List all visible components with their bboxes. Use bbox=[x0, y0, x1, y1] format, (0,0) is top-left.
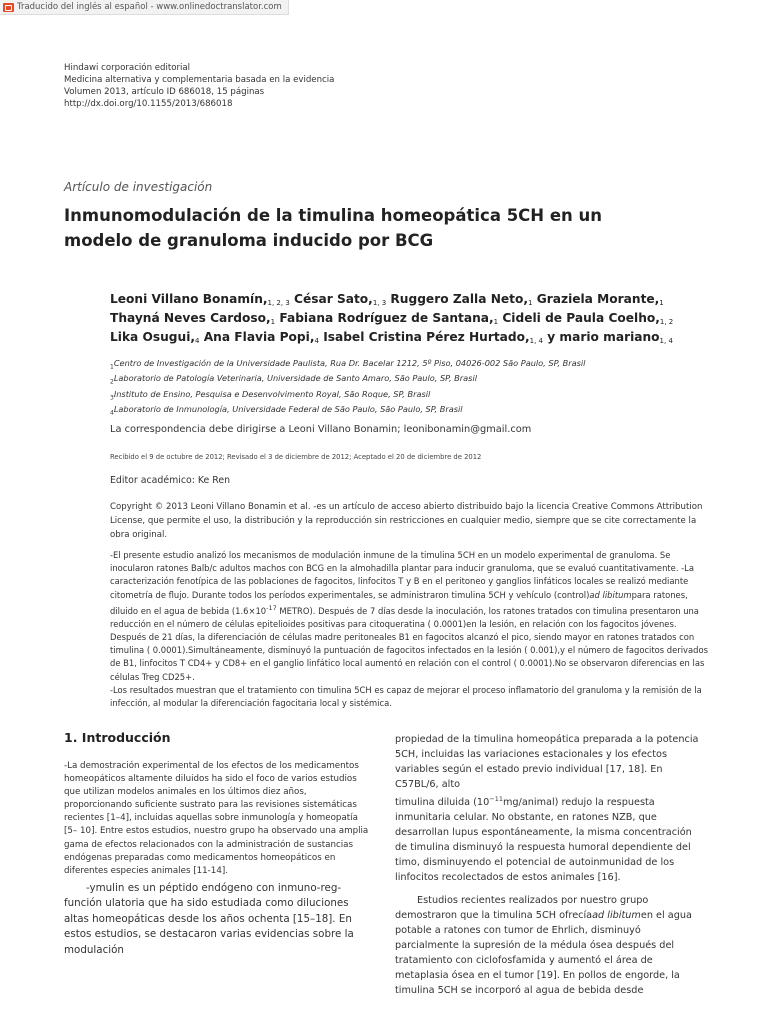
abstract-conclusion: -Los resultados muestran que el tratamiento con timulina 5CH es capaz de mejorar el proceso inflamatorio del granuloma y la remisión de la infección, al modular la diferenciación fagocitaria local y sistémica. bbox=[110, 684, 702, 709]
body-paragraph: timulina diluida $(10^{-11}mg/animal)$ redujo la respuesta inmunitaria celular. No obstante, en ratones NZB, que desarrollan lupus espontáneamente, la misma concentración de timulina disminuyó la respuesta humoral dependiente del timo, disminuyendo el potencial de autoinmunidad de los linfocitos recolectados de estos animales [16]. bbox=[395, 795, 692, 884]
body-paragraph: Estudios recientes realizados por nuestro grupo demostraron que la timulina 5CH ofrecíaad libitumen el agua potable a ratones con tumor de Ehrlich, disminuyó parcialmente la supresión de la médula ósea después del tratamiento con ciclofosfamida y aumentó el área de metaplasia ósea en el tumor [19]. En pollos de engorde, la timulina 5CH se incorporó al agua de bebida desde bbox=[395, 895, 692, 997]
author-name[interactable]: César Sato, bbox=[294, 292, 373, 306]
author-name[interactable]: Fabiana Rodríguez de Santana, bbox=[279, 311, 494, 325]
author-affil: 1, 3 bbox=[372, 299, 387, 307]
body-column-left bbox=[64, 760, 370, 958]
doi-link[interactable]: http://dx.doi.org/10.1155/2013/686018 bbox=[64, 99, 233, 109]
author-affil: 1 bbox=[270, 318, 276, 326]
affiliation-item: $_2$Laboratorio de Patología Veterinaria, Universidade de Santo Amaro, São Paulo, SP, Brasil bbox=[110, 373, 477, 387]
title-line-1: Inmunomodulación de la timulina homeopática 5CH en un bbox=[64, 206, 603, 225]
body-paragraph: propiedad de la timulina homeopática preparada a la potencia 5CH, incluidas las variaciones estacionales y los efectos variables según el estado previo individual [17, 18]. En C57BL/6, alto bbox=[395, 734, 699, 790]
publication-info bbox=[64, 62, 334, 110]
correspondence: La correspondencia debe dirigirse a Leoni Villano Bonamin; leonibonamin@gmail.com bbox=[110, 424, 532, 435]
article-type-label: Artículo de investigación bbox=[64, 180, 213, 194]
copyright-notice: Copyright © 2013 Leoni Villano Bonamin et al. -es un artículo de acceso abierto distribuido bajo la licencia Creative Commons Attribution License, que permite el uso, la distribución y la reproducción sin restricciones en cualquier medio, siempre que se cite correctamente la obra original. bbox=[110, 502, 703, 540]
abstract bbox=[110, 549, 710, 710]
author-affil: 4 bbox=[195, 337, 200, 345]
author-name[interactable]: Thayná Neves Cardoso, bbox=[110, 311, 271, 325]
author-name[interactable]: y mario mariano bbox=[547, 330, 660, 344]
section-heading: 1. Introducción bbox=[64, 730, 171, 745]
translate-icon bbox=[3, 3, 14, 12]
body-paragraph: -ymulin es un péptido endógeno con inmuno-reg- función ulatoria que ha sido estudiada como diluciones altas homeopáticas desde los años ochenta [15–18]. En estos estudios, se destacaron varias evidencias sobre la modulación bbox=[64, 881, 354, 956]
volume-info: Volumen 2013, artículo ID 686018, 15 páginas bbox=[64, 87, 265, 97]
affiliations bbox=[110, 358, 585, 420]
affiliation-item: $_3$Instituto de Ensino, Pesquisa e Desenvolvimento Royal, São Roque, SP, Brasil bbox=[110, 388, 431, 402]
author-name[interactable]: Ruggero Zalla Neto, bbox=[390, 292, 529, 306]
author-affil: 1 bbox=[493, 318, 499, 326]
author-affil: 1 bbox=[528, 299, 533, 307]
title-line-2: modelo de granuloma inducido por BCG bbox=[64, 231, 434, 250]
translator-banner[interactable] bbox=[0, 0, 289, 15]
author-name[interactable]: Ana Flavia Popi, bbox=[203, 330, 315, 344]
author-affil: 1 bbox=[659, 299, 664, 307]
academic-editor: Editor académico: Ke Ren bbox=[110, 475, 231, 486]
author-name[interactable]: Cideli de Paula Coelho, bbox=[502, 311, 660, 325]
article-title bbox=[64, 203, 684, 253]
body-column-right bbox=[395, 732, 703, 998]
banner-text: Traducido del inglés al español - www.onlinedoctranslator.com bbox=[17, 2, 282, 12]
author-line-1 bbox=[110, 291, 710, 310]
author-line-3 bbox=[110, 329, 710, 348]
author-affil: 4 bbox=[314, 337, 319, 345]
author-name[interactable]: Isabel Cristina Pérez Hurtado, bbox=[323, 330, 530, 344]
journal-name: Medicina alternativa y complementaria basada en la evidencia bbox=[64, 75, 335, 85]
author-affil: 1, 2 bbox=[659, 318, 674, 326]
author-line-2 bbox=[110, 310, 710, 329]
author-list bbox=[110, 291, 710, 348]
body-paragraph: -La demostración experimental de los efectos de los medicamentos homeopáticos altamente diluidos ha sido el foco de varios estudios que utilizan modelos animales en los últimos diez años, proporcionando suficiente sustrato para las revisiones sistemáticas recientes [1–4], incluidas aquellas sobre inmunología y homeopatía [5– 10]. Entre estos estudios, nuestro grupo ha observado una amplia gama de efectos relacionados con la administración de sustancias endógenas preparadas como medicamentos homeopáticos en diferentes especies animales [11-14]. bbox=[64, 761, 369, 876]
affiliation-item: $_4$Laboratorio de Inmunología, Universidade Federal de São Paulo, São Paulo, SP, Brasil bbox=[110, 404, 463, 417]
author-name[interactable]: Graziela Morante, bbox=[536, 292, 660, 306]
author-affil: 1, 4 bbox=[659, 337, 673, 345]
abstract-paragraph: -El presente estudio analizó los mecanismos de modulación inmune de la timulina 5CH en un modelo experimental de granuloma. Se inocularon ratones Balb/c adultos machos con BCG en la almohadilla plantar para inducir granuloma, que se evaluó cuantitativamente. -La caracterización fenotípica de las poblaciones de fagocitos, linfocitos T y B en el peritoneo y ganglios linfáticos locales se realizó mediante citometría de flujo. Durante todos los períodos experimentales, se administraron timulina 5CH y vehículo (control)ad libitumpara ratones, diluido en el agua de bebida ($1.6\times 10^{-17}$ METRO). Después de 7 días desde la inoculación, los ratones tratados con timulina presentaron una reducción en el número de células epitelioides positivas para citoqueratina ( 0.0001)en la lesión, en relación con los fagocitos jóvenes. Después de 21 días, la diferenciación de células madre peritoneales B1 en fagocitos alcanzó el pico, siendo mayor en ratones tratados con timulina ( 0.0001).Simultáneamente, disminuyó la puntuación de fagocitos infectados en la lesión ( 0.001),y el número de fagocitos derivados de B1, linfocitos T CD4+ y CD8+ en el ganglio linfático local aumentó en relación con el control ( 0.0001).No se observaron diferencias en las células Treg CD25+. bbox=[110, 550, 708, 682]
author-name[interactable]: Lika Osugui, bbox=[110, 330, 196, 344]
author-affil: 1, 4 bbox=[529, 337, 543, 345]
affiliation-item: $_1$Centro de Investigación de la Universidade Paulista, Rua Dr. Bacelar 1212, 5º Piso, 04026-002 São Paulo, SP, Brasil bbox=[110, 358, 586, 371]
author-affil: 1, 2, 3 bbox=[267, 299, 290, 307]
author-name[interactable]: Leoni Villano Bonamín, bbox=[110, 292, 268, 306]
publisher: Hindawi corporación editorial bbox=[64, 63, 191, 73]
article-dates: Recibido el 9 de octubre de 2012; Revisado el 3 de diciembre de 2012; Aceptado el 20 de diciembre de 2012 bbox=[110, 453, 482, 461]
